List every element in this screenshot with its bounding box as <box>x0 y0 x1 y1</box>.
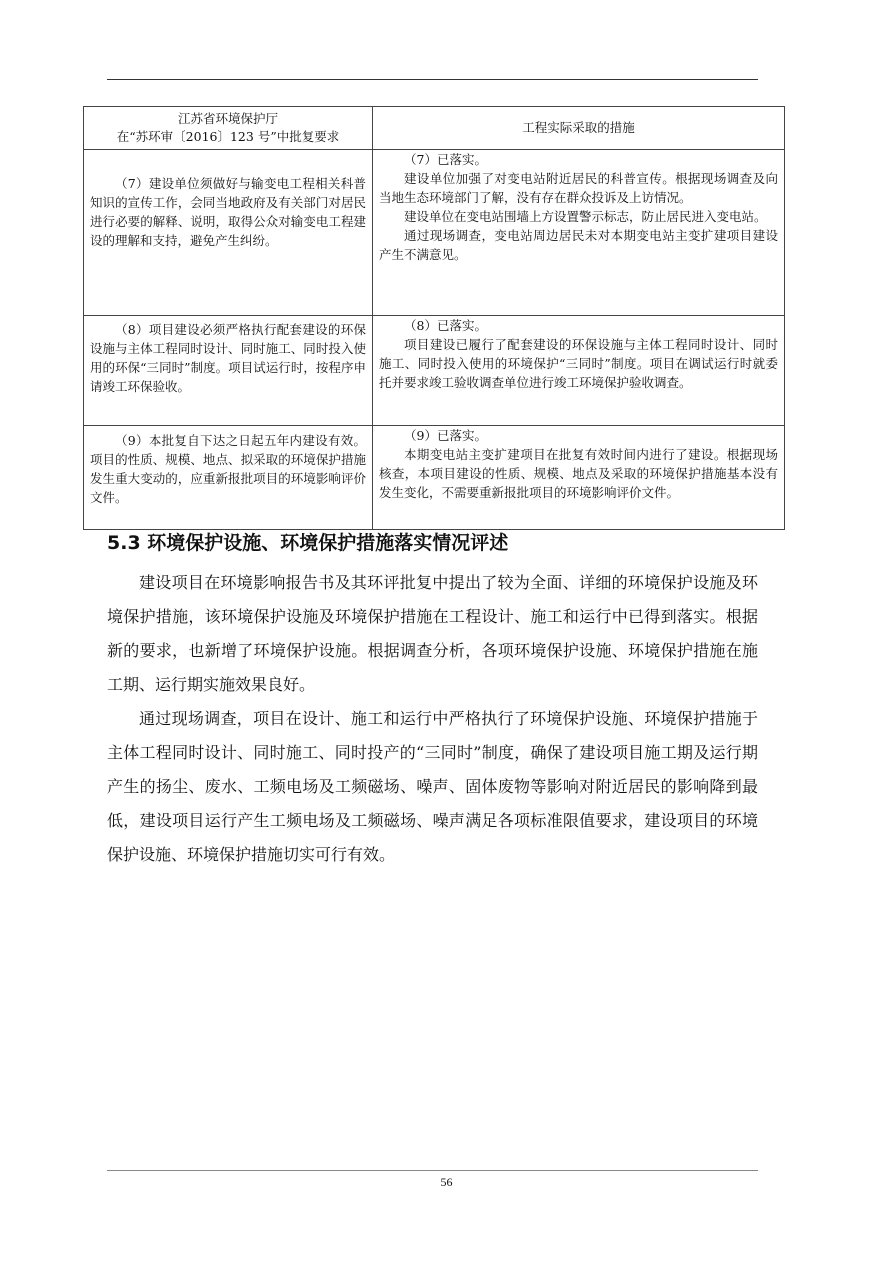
section-heading: 5.3 环境保护设施、环境保护措施落实情况评述 <box>107 532 509 554</box>
requirement-cell <box>84 150 373 316</box>
header-rule <box>107 79 758 80</box>
table-header-row <box>84 107 785 150</box>
table-header-left-line1: 江苏省环境保护厅 <box>177 111 278 126</box>
measure-status: （8）已落实。 <box>404 318 487 333</box>
body-paragraph: 通过现场调查，项目在设计、施工和运行中严格执行了环境保护设施、环境保护措施于主体工程同时设计、同时施工、同时投产的“三同时”制度，确保了建设项目施工期及运行期产生的扬尘、废水、工频电场及工频磁场、噪声、固体废物等影响对附近居民的影响降到最低，建设项目运行产生工频电场及工频磁场、噪声满足各项标准限值要求，建设项目的环境保护设施、环境保护措施切实可行有效。 <box>107 709 758 864</box>
table-header-right: 工程实际采取的措施 <box>373 107 785 150</box>
table-row <box>84 426 785 530</box>
page-number: 56 <box>440 1175 453 1189</box>
requirement-cell <box>84 316 373 426</box>
measure-text: 建设单位在变电站围墙上方设置警示标志，防止居民进入变电站。 <box>404 209 767 224</box>
requirement-text: （7）建设单位须做好与输变电工程相关科普知识的宣传工作，会同当地政府及有关部门对居民进行必要的解释、说明，取得公众对输变电工程建设的理解和支持，避免产生纠纷。 <box>90 176 366 248</box>
section-body <box>107 566 758 872</box>
measure-text: 建设单位加强了对变电站附近居民的科普宣传。根据现场调查及向当地生态环境部门了解，没有存在群众投诉及上访情况。 <box>379 171 778 205</box>
measure-text: 本期变电站主变扩建项目在批复有效时间内进行了建设。根据现场核查，本项目建设的性质、规模、地点及采取的环境保护措施基本没有发生变化，不需要重新报批项目的环境影响评价文件。 <box>379 447 778 500</box>
body-paragraph: 建设项目在环境影响报告书及其环评批复中提出了较为全面、详细的环境保护设施及环境保护措施，该环境保护设施及环境保护措施在工程设计、施工和运行中已得到落实。根据新的要求，也新增了环境保护设施。根据调查分析，各项环境保护设施、环境保护措施在施工期、运行期实施效果良好。 <box>107 573 758 694</box>
measure-status: （9）已落实。 <box>404 428 487 443</box>
requirement-text: （8）项目建设必须严格执行配套建设的环保设施与主体工程同时设计、同时施工、同时投入使用的环保“三同时”制度。项目试运行时，按程序申请竣工环保验收。 <box>90 322 366 394</box>
requirement-cell <box>84 426 373 530</box>
measure-cell <box>373 316 785 426</box>
measure-text: 通过现场调查，变电站周边居民未对本期变电站主变扩建项目建设产生不满意见。 <box>379 228 778 262</box>
requirement-text: （9）本批复自下达之日起五年内建设有效。项目的性质、规模、地点、拟采取的环境保护措施发生重大变动的，应重新报批项目的环境影响评价文件。 <box>90 433 366 505</box>
table-row <box>84 316 785 426</box>
measure-cell <box>373 426 785 530</box>
table-header-left <box>84 107 373 150</box>
footer-rule <box>107 1170 758 1171</box>
table-header-left-line2: 在“苏环审〔2016〕123 号”中批复要求 <box>116 129 340 144</box>
approval-requirements-table <box>83 106 785 530</box>
measure-cell <box>373 150 785 316</box>
table-row <box>84 150 785 316</box>
measure-text: 项目建设已履行了配套建设的环保设施与主体工程同时设计、同时施工、同时投入使用的环境保护“三同时”制度。项目在调试运行时就委托并要求竣工验收调查单位进行竣工环境保护验收调查。 <box>379 337 778 390</box>
measure-status: （7）已落实。 <box>404 152 487 167</box>
